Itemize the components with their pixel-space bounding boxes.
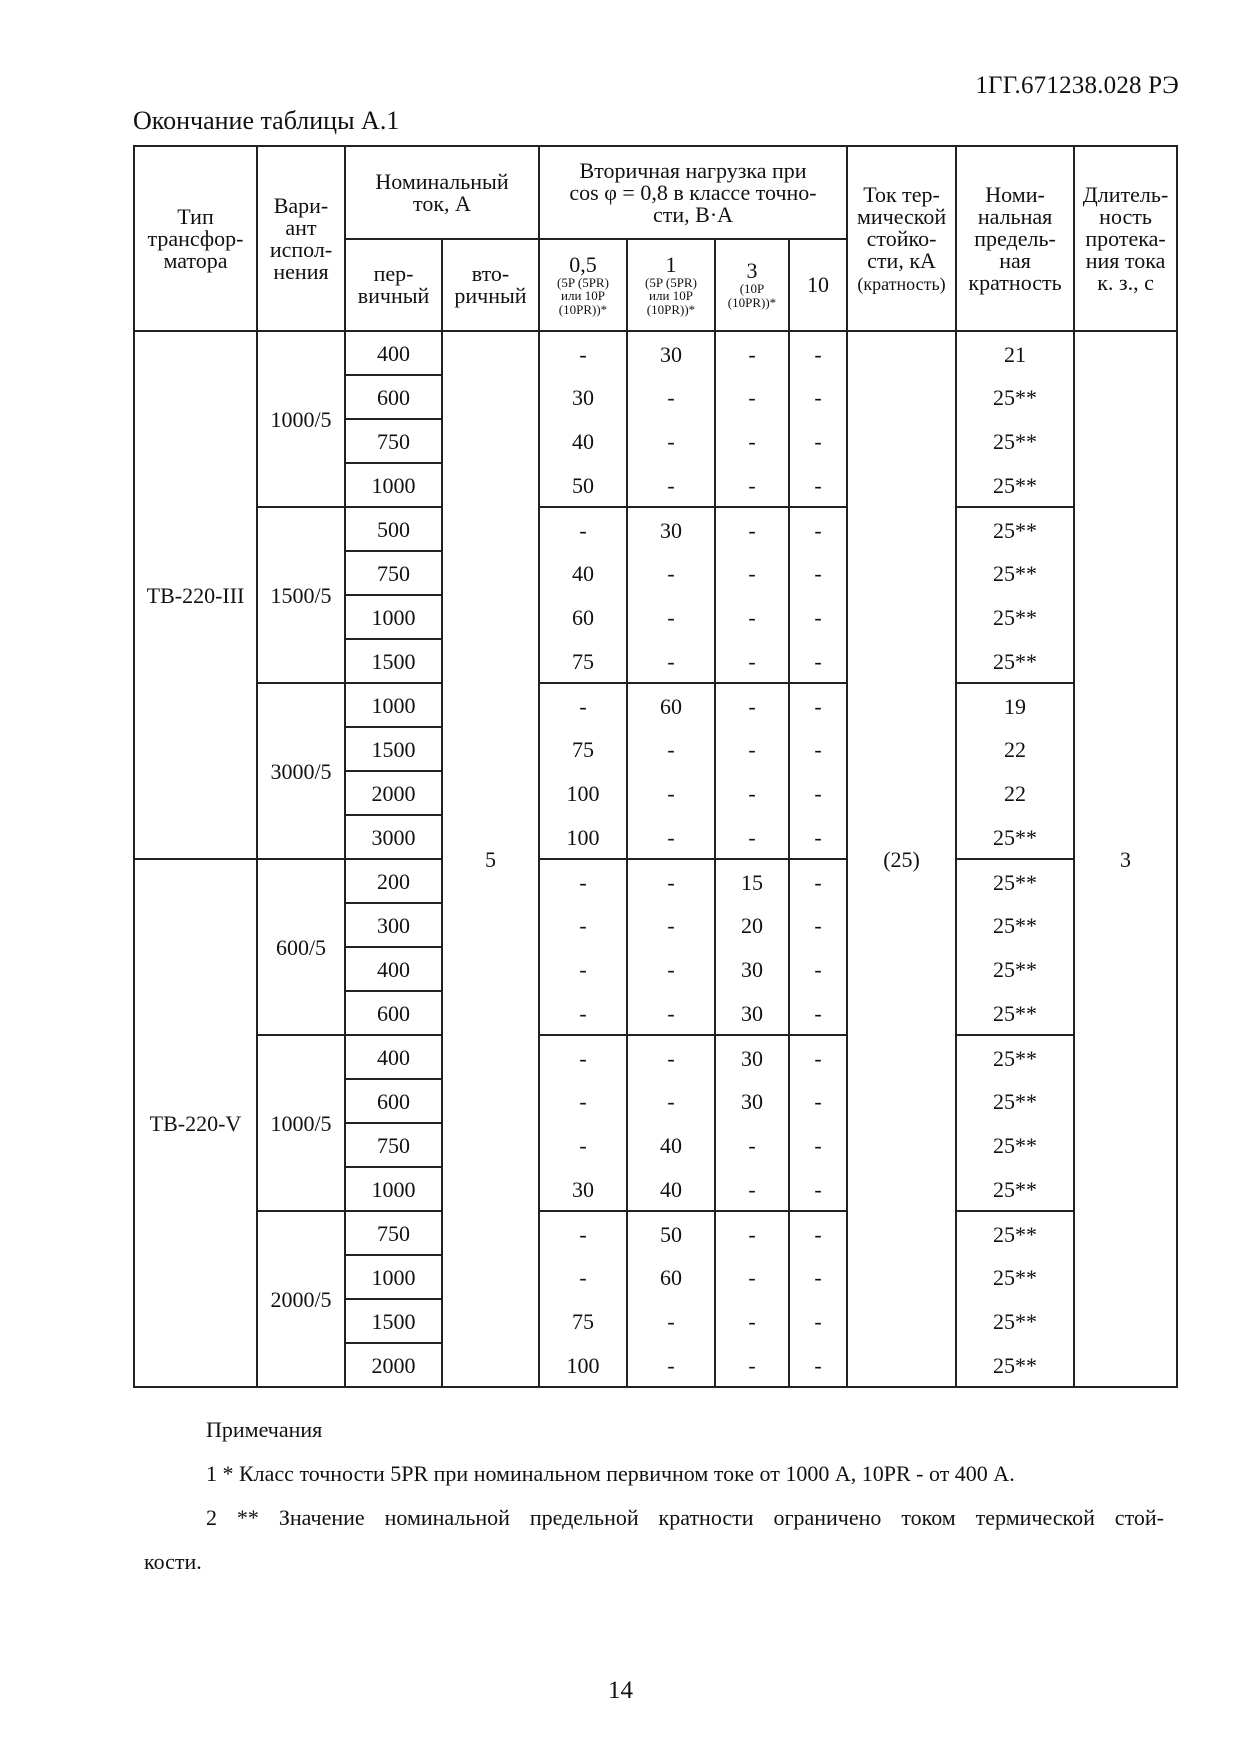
cell-class-0-5: - [539, 1079, 627, 1123]
cell-class-10: - [789, 551, 847, 595]
cell-limit-multiplicity: 25** [956, 903, 1074, 947]
cell-limit-multiplicity: 19 [956, 683, 1074, 727]
cell-limit-multiplicity: 25** [956, 815, 1074, 859]
cell-class-3: - [715, 1299, 789, 1343]
cell-class-3: 15 [715, 859, 789, 903]
cell-class-0-5: - [539, 991, 627, 1035]
cell-transformer-type: ТВ-220-V [134, 859, 257, 1387]
cell-class-0-5: 40 [539, 419, 627, 463]
cell-class-1: 40 [627, 1123, 715, 1167]
table-row [134, 683, 1177, 727]
cell-class-10: - [789, 375, 847, 419]
cell-class-3: - [715, 507, 789, 551]
cell-class-10: - [789, 595, 847, 639]
cell-limit-multiplicity: 25** [956, 1035, 1074, 1079]
cell-class-1: - [627, 947, 715, 991]
cell-limit-multiplicity: 22 [956, 727, 1074, 771]
cell-class-3: 30 [715, 947, 789, 991]
cell-primary-current: 500 [345, 507, 442, 551]
cell-class-10: - [789, 419, 847, 463]
cell-limit-multiplicity: 25** [956, 463, 1074, 507]
cell-class-3: 30 [715, 1035, 789, 1079]
cell-limit-multiplicity: 25** [956, 1211, 1074, 1255]
cell-class-0-5: 75 [539, 727, 627, 771]
cell-primary-current: 1000 [345, 1167, 442, 1211]
cell-class-1: 60 [627, 683, 715, 727]
cell-class-0-5: 100 [539, 771, 627, 815]
cell-class-0-5: 30 [539, 1167, 627, 1211]
cell-class-1: - [627, 595, 715, 639]
cell-class-0-5: 30 [539, 375, 627, 419]
cell-class-1: - [627, 1079, 715, 1123]
cell-limit-multiplicity: 25** [956, 1079, 1074, 1123]
cell-primary-current: 750 [345, 419, 442, 463]
cell-limit-multiplicity: 25** [956, 1255, 1074, 1299]
cell-class-1: 40 [627, 1167, 715, 1211]
cell-class-3: - [715, 1211, 789, 1255]
cell-class-3: 30 [715, 991, 789, 1035]
header-class-10: 10 [789, 239, 847, 331]
cell-class-1: 50 [627, 1211, 715, 1255]
cell-primary-current: 600 [345, 991, 442, 1035]
table-row [134, 1211, 1177, 1255]
cell-class-10: - [789, 1343, 847, 1387]
cell-class-0-5: - [539, 1211, 627, 1255]
cell-primary-current: 3000 [345, 815, 442, 859]
cell-class-10: - [789, 903, 847, 947]
cell-class-10: - [789, 1211, 847, 1255]
header-class-1: 1 (5P (5PR) или 10P (10PR))* [627, 239, 715, 331]
cell-limit-multiplicity: 21 [956, 331, 1074, 375]
cell-class-10: - [789, 1035, 847, 1079]
cell-class-0-5: 100 [539, 1343, 627, 1387]
cell-primary-current: 750 [345, 1123, 442, 1167]
cell-class-10: - [789, 1167, 847, 1211]
header-variant: Вари- ант испол- нения [257, 146, 345, 331]
cell-class-1: - [627, 551, 715, 595]
header-class-3: 3 (10P (10PR))* [715, 239, 789, 331]
cell-class-0-5: 50 [539, 463, 627, 507]
table-body [134, 331, 1177, 1387]
header-thermal-current: Ток тер- мической стойко- сти, кА (кратность) [847, 146, 956, 331]
cell-class-0-5: 40 [539, 551, 627, 595]
table-row [134, 507, 1177, 551]
cell-class-10: - [789, 463, 847, 507]
cell-limit-multiplicity: 25** [956, 859, 1074, 903]
cell-class-1: - [627, 727, 715, 771]
header-secondary-load: Вторичная нагрузка при cos φ = 0,8 в классе точно- сти, В·А [539, 146, 847, 239]
cell-class-1: - [627, 419, 715, 463]
cell-class-3: - [715, 551, 789, 595]
cell-class-0-5: - [539, 1123, 627, 1167]
cell-class-1: 30 [627, 331, 715, 375]
cell-class-0-5: 60 [539, 595, 627, 639]
cell-limit-multiplicity: 25** [956, 639, 1074, 683]
cell-class-1: - [627, 859, 715, 903]
cell-class-3: - [715, 683, 789, 727]
cell-class-3: - [715, 463, 789, 507]
cell-class-3: - [715, 727, 789, 771]
cell-primary-current: 400 [345, 947, 442, 991]
cell-class-10: - [789, 771, 847, 815]
cell-class-0-5: - [539, 331, 627, 375]
cell-class-1: - [627, 375, 715, 419]
cell-class-0-5: 100 [539, 815, 627, 859]
note-2: 2 ** Значение номинальной предельной кратности ограничено током термической стой- [206, 1505, 1164, 1530]
cell-primary-current: 750 [345, 1211, 442, 1255]
cell-primary-current: 1000 [345, 1255, 442, 1299]
cell-primary-current: 300 [345, 903, 442, 947]
cell-limit-multiplicity: 25** [956, 947, 1074, 991]
specification-table [133, 145, 1178, 1388]
cell-class-1: - [627, 1343, 715, 1387]
cell-class-0-5: - [539, 947, 627, 991]
cell-primary-current: 1000 [345, 595, 442, 639]
cell-class-1: - [627, 771, 715, 815]
cell-class-3: - [715, 815, 789, 859]
cell-class-1: - [627, 903, 715, 947]
header-nominal-current: Номинальный ток, А [345, 146, 539, 239]
header-secondary: вто- ричный [442, 239, 539, 331]
cell-class-10: - [789, 859, 847, 903]
cell-variant: 1000/5 [257, 1035, 345, 1211]
cell-variant: 1000/5 [257, 331, 345, 507]
header-class-0-5: 0,5 (5P (5PR) или 10P (10PR))* [539, 239, 627, 331]
cell-primary-current: 1500 [345, 639, 442, 683]
cell-class-3: 20 [715, 903, 789, 947]
table-row [134, 331, 1177, 375]
cell-variant: 600/5 [257, 859, 345, 1035]
table-caption: Окончание таблицы А.1 [133, 106, 400, 135]
cell-primary-current: 200 [345, 859, 442, 903]
cell-limit-multiplicity: 25** [956, 507, 1074, 551]
cell-primary-current: 400 [345, 1035, 442, 1079]
cell-class-3: - [715, 639, 789, 683]
cell-class-10: - [789, 331, 847, 375]
cell-limit-multiplicity: 25** [956, 595, 1074, 639]
cell-class-0-5: - [539, 507, 627, 551]
cell-class-10: - [789, 1079, 847, 1123]
cell-variant: 1500/5 [257, 507, 345, 683]
notes-title: Примечания [206, 1417, 323, 1442]
cell-limit-multiplicity: 22 [956, 771, 1074, 815]
cell-class-0-5: - [539, 859, 627, 903]
cell-class-10: - [789, 1123, 847, 1167]
cell-limit-multiplicity: 25** [956, 1299, 1074, 1343]
cell-class-3: - [715, 375, 789, 419]
header-primary: пер- вичный [345, 239, 442, 331]
cell-class-10: - [789, 947, 847, 991]
cell-limit-multiplicity: 25** [956, 1343, 1074, 1387]
cell-primary-current: 1500 [345, 1299, 442, 1343]
cell-class-3: - [715, 1167, 789, 1211]
cell-class-10: - [789, 727, 847, 771]
cell-class-3: - [715, 419, 789, 463]
cell-primary-current: 600 [345, 1079, 442, 1123]
cell-primary-current: 600 [345, 375, 442, 419]
cell-secondary-current: 5 [442, 331, 539, 1387]
cell-primary-current: 400 [345, 331, 442, 375]
cell-primary-current: 1000 [345, 683, 442, 727]
cell-class-10: - [789, 815, 847, 859]
header-duration: Длитель- ность протека- ния тока к. з., с [1074, 146, 1177, 331]
cell-primary-current: 1000 [345, 463, 442, 507]
cell-class-10: - [789, 1255, 847, 1299]
cell-class-0-5: 75 [539, 1299, 627, 1343]
cell-class-10: - [789, 683, 847, 727]
cell-class-1: - [627, 1035, 715, 1079]
note-2-continuation: кости. [144, 1549, 202, 1574]
cell-limit-multiplicity: 25** [956, 991, 1074, 1035]
cell-primary-current: 2000 [345, 771, 442, 815]
cell-class-10: - [789, 991, 847, 1035]
page-number: 14 [608, 1677, 633, 1704]
cell-transformer-type: ТВ-220-III [134, 331, 257, 859]
cell-duration: 3 [1074, 331, 1177, 1387]
cell-class-3: - [715, 1123, 789, 1167]
cell-class-0-5: 75 [539, 639, 627, 683]
cell-class-0-5: - [539, 1035, 627, 1079]
header-limit-multiplicity: Номи- нальная предель- ная кратность [956, 146, 1074, 331]
cell-class-1: - [627, 463, 715, 507]
cell-primary-current: 1500 [345, 727, 442, 771]
cell-class-3: - [715, 1255, 789, 1299]
cell-class-10: - [789, 639, 847, 683]
cell-primary-current: 750 [345, 551, 442, 595]
cell-class-1: - [627, 991, 715, 1035]
cell-class-3: - [715, 771, 789, 815]
cell-class-1: - [627, 639, 715, 683]
cell-variant: 3000/5 [257, 683, 345, 859]
cell-class-0-5: - [539, 903, 627, 947]
cell-class-0-5: - [539, 683, 627, 727]
cell-class-0-5: - [539, 1255, 627, 1299]
cell-limit-multiplicity: 25** [956, 551, 1074, 595]
note-1: 1 * Класс точности 5PR при номинальном первичном токе от 1000 А, 10PR - от 400 А. [206, 1461, 1015, 1486]
cell-class-3: - [715, 1343, 789, 1387]
cell-class-1: - [627, 815, 715, 859]
cell-class-1: - [627, 1299, 715, 1343]
header-type: Тип трансфор- матора [134, 146, 257, 331]
cell-thermal-current: (25) [847, 331, 956, 1387]
cell-primary-current: 2000 [345, 1343, 442, 1387]
cell-class-3: - [715, 595, 789, 639]
cell-class-10: - [789, 1299, 847, 1343]
document-code: 1ГГ.671238.028 РЭ [975, 72, 1179, 99]
cell-class-10: - [789, 507, 847, 551]
cell-limit-multiplicity: 25** [956, 1123, 1074, 1167]
table-row [134, 1035, 1177, 1079]
cell-class-1: 60 [627, 1255, 715, 1299]
cell-variant: 2000/5 [257, 1211, 345, 1387]
cell-limit-multiplicity: 25** [956, 419, 1074, 463]
cell-class-1: 30 [627, 507, 715, 551]
cell-limit-multiplicity: 25** [956, 1167, 1074, 1211]
cell-class-3: - [715, 331, 789, 375]
table-row [134, 859, 1177, 903]
cell-class-3: 30 [715, 1079, 789, 1123]
cell-limit-multiplicity: 25** [956, 375, 1074, 419]
